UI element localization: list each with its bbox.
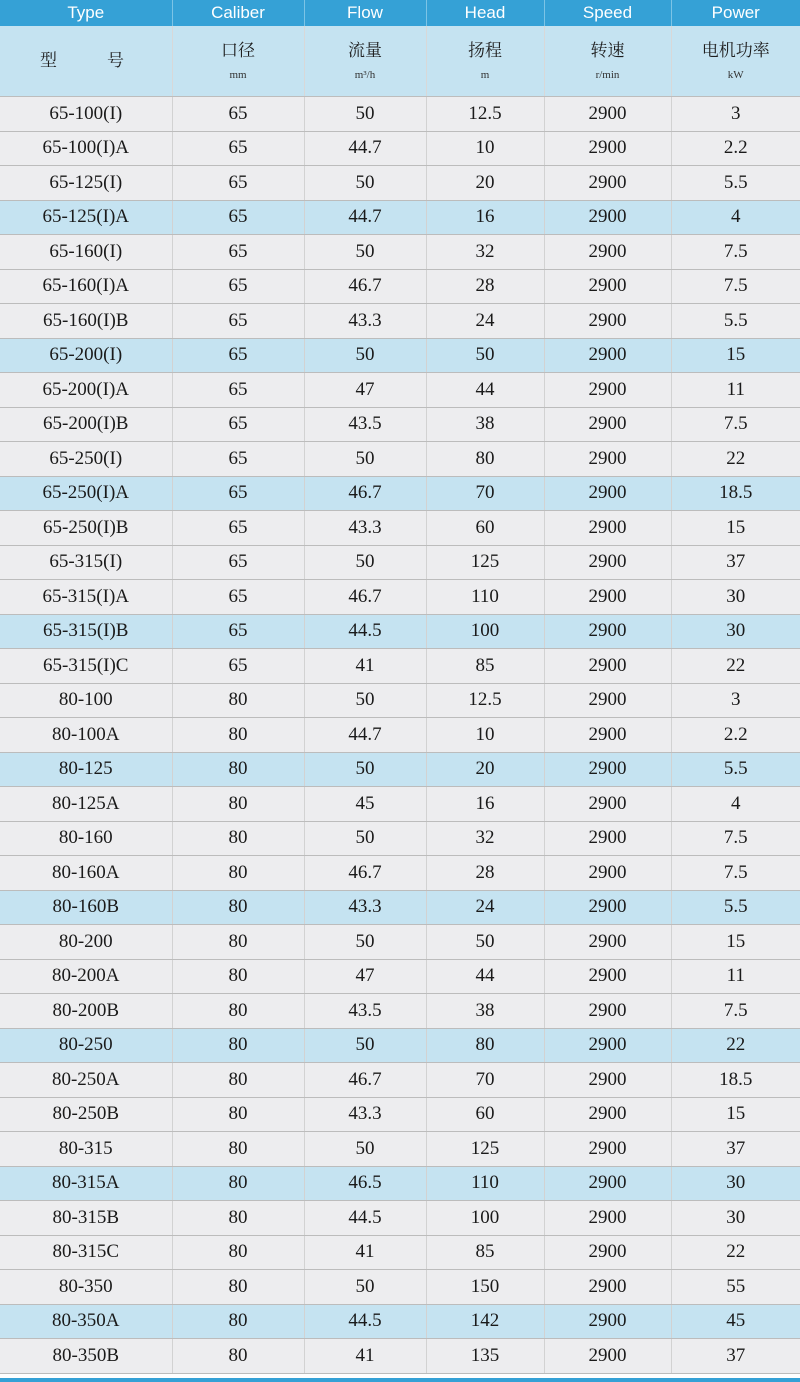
cell-type: 80-160A	[0, 856, 172, 891]
header-caliber-cn-cell	[172, 26, 304, 97]
table-row	[0, 338, 800, 373]
cell-flow: 44.5	[304, 1201, 426, 1236]
cell-head: 142	[426, 1304, 544, 1339]
table-row	[0, 1201, 800, 1236]
cell-power: 11	[671, 373, 800, 408]
cell-caliber: 80	[172, 1132, 304, 1167]
table-row	[0, 787, 800, 822]
cell-caliber: 80	[172, 1270, 304, 1305]
cell-caliber: 80	[172, 1028, 304, 1063]
cell-caliber: 65	[172, 442, 304, 477]
table-row	[0, 1270, 800, 1305]
cell-speed: 2900	[544, 373, 671, 408]
cell-type: 80-100A	[0, 718, 172, 753]
header-type-cn-cell	[0, 26, 172, 97]
table-row	[0, 131, 800, 166]
cell-power: 2.2	[671, 718, 800, 753]
cell-speed: 2900	[544, 1028, 671, 1063]
cell-speed: 2900	[544, 407, 671, 442]
cell-speed: 2900	[544, 856, 671, 891]
table-row	[0, 269, 800, 304]
cell-flow: 43.3	[304, 890, 426, 925]
cell-caliber: 65	[172, 131, 304, 166]
cell-caliber: 80	[172, 1339, 304, 1374]
cell-power: 7.5	[671, 235, 800, 270]
cell-caliber: 80	[172, 925, 304, 960]
cell-type: 65-200(I)A	[0, 373, 172, 408]
table-row	[0, 97, 800, 132]
cell-type: 65-315(I)C	[0, 649, 172, 684]
cell-type: 80-160	[0, 821, 172, 856]
cell-caliber: 80	[172, 683, 304, 718]
cell-flow: 41	[304, 1235, 426, 1270]
cell-flow: 50	[304, 683, 426, 718]
cell-speed: 2900	[544, 131, 671, 166]
cell-head: 60	[426, 511, 544, 546]
cell-head: 100	[426, 1201, 544, 1236]
cell-flow: 44.5	[304, 614, 426, 649]
cell-speed: 2900	[544, 511, 671, 546]
cell-caliber: 80	[172, 718, 304, 753]
cell-type: 80-200A	[0, 959, 172, 994]
header-caliber-en: Caliber	[172, 0, 304, 26]
table-row	[0, 200, 800, 235]
cell-caliber: 80	[172, 1304, 304, 1339]
cell-flow: 50	[304, 925, 426, 960]
english-header-row	[0, 0, 800, 26]
cell-power: 37	[671, 1339, 800, 1374]
cell-type: 80-200	[0, 925, 172, 960]
cell-power: 11	[671, 959, 800, 994]
table-header	[0, 0, 800, 97]
cell-head: 28	[426, 856, 544, 891]
cell-flow: 50	[304, 97, 426, 132]
cell-flow: 43.3	[304, 304, 426, 339]
cell-head: 10	[426, 131, 544, 166]
cell-flow: 46.7	[304, 269, 426, 304]
cell-flow: 47	[304, 373, 426, 408]
cell-caliber: 80	[172, 994, 304, 1029]
cell-caliber: 65	[172, 511, 304, 546]
cell-power: 3	[671, 683, 800, 718]
cell-flow: 50	[304, 545, 426, 580]
cell-head: 38	[426, 994, 544, 1029]
cell-head: 110	[426, 580, 544, 615]
cell-head: 85	[426, 649, 544, 684]
table-row	[0, 1097, 800, 1132]
cell-caliber: 80	[172, 959, 304, 994]
table-row	[0, 407, 800, 442]
cell-type: 65-100(I)A	[0, 131, 172, 166]
cell-flow: 47	[304, 959, 426, 994]
cell-flow: 50	[304, 1270, 426, 1305]
table-row	[0, 373, 800, 408]
cell-caliber: 65	[172, 545, 304, 580]
cell-caliber: 80	[172, 1235, 304, 1270]
cell-flow: 50	[304, 1132, 426, 1167]
cell-caliber: 80	[172, 856, 304, 891]
cell-speed: 2900	[544, 890, 671, 925]
header-caliber-cn: 口径	[221, 41, 255, 61]
cell-speed: 2900	[544, 304, 671, 339]
cell-flow: 41	[304, 649, 426, 684]
cell-type: 65-315(I)	[0, 545, 172, 580]
cell-flow: 46.7	[304, 856, 426, 891]
cell-speed: 2900	[544, 614, 671, 649]
table-row	[0, 925, 800, 960]
cell-flow: 44.7	[304, 200, 426, 235]
cell-power: 7.5	[671, 856, 800, 891]
header-power-cn: 电机功率	[701, 41, 770, 61]
cell-caliber: 65	[172, 166, 304, 201]
cell-head: 44	[426, 373, 544, 408]
table-body	[0, 97, 800, 1374]
cell-type: 65-160(I)B	[0, 304, 172, 339]
table-row	[0, 1235, 800, 1270]
cell-type: 65-100(I)	[0, 97, 172, 132]
cell-power: 7.5	[671, 269, 800, 304]
cell-power: 15	[671, 338, 800, 373]
cell-type: 65-125(I)	[0, 166, 172, 201]
cell-caliber: 80	[172, 1166, 304, 1201]
cell-head: 44	[426, 959, 544, 994]
cell-caliber: 65	[172, 614, 304, 649]
cell-power: 5.5	[671, 890, 800, 925]
cell-power: 22	[671, 442, 800, 477]
cell-flow: 43.5	[304, 994, 426, 1029]
cell-head: 70	[426, 476, 544, 511]
header-power-cn-cell	[671, 26, 800, 97]
cell-head: 12.5	[426, 683, 544, 718]
cell-power: 55	[671, 1270, 800, 1305]
table-row	[0, 166, 800, 201]
cell-speed: 2900	[544, 821, 671, 856]
header-type-cn-char-2: 号	[107, 51, 124, 71]
cell-caliber: 65	[172, 649, 304, 684]
cell-type: 65-200(I)B	[0, 407, 172, 442]
cell-power: 4	[671, 787, 800, 822]
cell-caliber: 65	[172, 97, 304, 132]
header-speed-unit: r/min	[595, 69, 620, 81]
table-row	[0, 994, 800, 1029]
header-flow-cn: 流量	[348, 41, 382, 61]
header-head-en: Head	[426, 0, 544, 26]
cell-power: 3	[671, 97, 800, 132]
table-row	[0, 442, 800, 477]
cell-head: 135	[426, 1339, 544, 1374]
cell-head: 50	[426, 338, 544, 373]
cell-caliber: 65	[172, 269, 304, 304]
cell-power: 15	[671, 511, 800, 546]
cell-head: 110	[426, 1166, 544, 1201]
cell-head: 24	[426, 890, 544, 925]
cell-power: 5.5	[671, 304, 800, 339]
cell-flow: 46.7	[304, 580, 426, 615]
cell-type: 80-315	[0, 1132, 172, 1167]
cell-caliber: 65	[172, 200, 304, 235]
cell-speed: 2900	[544, 1235, 671, 1270]
table-row	[0, 1063, 800, 1098]
cell-type: 80-350A	[0, 1304, 172, 1339]
cell-power: 18.5	[671, 476, 800, 511]
table-row	[0, 752, 800, 787]
cell-power: 5.5	[671, 166, 800, 201]
cell-flow: 50	[304, 752, 426, 787]
cell-head: 150	[426, 1270, 544, 1305]
header-type-cn-char-1: 型	[40, 51, 57, 71]
cell-type: 80-315B	[0, 1201, 172, 1236]
cell-type: 80-125	[0, 752, 172, 787]
cell-type: 65-160(I)	[0, 235, 172, 270]
cell-power: 22	[671, 649, 800, 684]
cell-speed: 2900	[544, 269, 671, 304]
cell-head: 60	[426, 1097, 544, 1132]
header-power-unit: kW	[727, 69, 744, 81]
cell-flow: 44.7	[304, 131, 426, 166]
table-row	[0, 856, 800, 891]
cell-head: 20	[426, 752, 544, 787]
cell-speed: 2900	[544, 1097, 671, 1132]
cell-power: 7.5	[671, 821, 800, 856]
cell-caliber: 80	[172, 1063, 304, 1098]
cell-type: 80-250B	[0, 1097, 172, 1132]
cell-caliber: 65	[172, 235, 304, 270]
cell-flow: 50	[304, 821, 426, 856]
cell-flow: 50	[304, 235, 426, 270]
cell-type: 80-250	[0, 1028, 172, 1063]
cell-speed: 2900	[544, 959, 671, 994]
cell-head: 80	[426, 442, 544, 477]
header-type-cn	[0, 50, 172, 72]
cell-speed: 2900	[544, 1339, 671, 1374]
cell-type: 80-350B	[0, 1339, 172, 1374]
table-row	[0, 1339, 800, 1374]
cell-type: 65-250(I)B	[0, 511, 172, 546]
cell-type: 80-160B	[0, 890, 172, 925]
cell-type: 80-315A	[0, 1166, 172, 1201]
cell-flow: 44.5	[304, 1304, 426, 1339]
cell-flow: 50	[304, 338, 426, 373]
table-row	[0, 580, 800, 615]
table-row	[0, 683, 800, 718]
cell-caliber: 65	[172, 407, 304, 442]
table-row	[0, 718, 800, 753]
cell-type: 65-315(I)B	[0, 614, 172, 649]
header-flow-unit: m³/h	[354, 69, 376, 81]
cell-power: 18.5	[671, 1063, 800, 1098]
table-row	[0, 1132, 800, 1167]
cell-flow: 46.7	[304, 476, 426, 511]
cell-speed: 2900	[544, 1132, 671, 1167]
cell-flow: 44.7	[304, 718, 426, 753]
cell-speed: 2900	[544, 166, 671, 201]
cell-head: 16	[426, 200, 544, 235]
table-row	[0, 511, 800, 546]
header-head-cn-cell	[426, 26, 544, 97]
cell-head: 12.5	[426, 97, 544, 132]
header-flow-cn-cell	[304, 26, 426, 97]
cell-head: 125	[426, 1132, 544, 1167]
cell-type: 80-200B	[0, 994, 172, 1029]
cell-type: 80-250A	[0, 1063, 172, 1098]
cell-power: 15	[671, 1097, 800, 1132]
cell-speed: 2900	[544, 1304, 671, 1339]
cell-speed: 2900	[544, 925, 671, 960]
cell-flow: 46.5	[304, 1166, 426, 1201]
header-head-unit: m	[480, 69, 490, 81]
cell-type: 65-125(I)A	[0, 200, 172, 235]
cell-head: 50	[426, 925, 544, 960]
table-row	[0, 304, 800, 339]
cell-speed: 2900	[544, 545, 671, 580]
cell-power: 30	[671, 580, 800, 615]
cell-type: 65-200(I)	[0, 338, 172, 373]
cell-speed: 2900	[544, 1201, 671, 1236]
cell-type: 65-160(I)A	[0, 269, 172, 304]
cell-caliber: 65	[172, 304, 304, 339]
cell-power: 7.5	[671, 994, 800, 1029]
cell-power: 7.5	[671, 407, 800, 442]
cell-power: 45	[671, 1304, 800, 1339]
cell-type: 80-315C	[0, 1235, 172, 1270]
cell-speed: 2900	[544, 683, 671, 718]
cell-power: 22	[671, 1028, 800, 1063]
table-row	[0, 890, 800, 925]
table-row	[0, 1166, 800, 1201]
cell-head: 70	[426, 1063, 544, 1098]
cell-speed: 2900	[544, 200, 671, 235]
header-speed-cn: 转速	[590, 41, 625, 61]
cell-power: 4	[671, 200, 800, 235]
table-row	[0, 1028, 800, 1063]
header-speed-en: Speed	[544, 0, 671, 26]
cell-flow: 41	[304, 1339, 426, 1374]
cell-power: 30	[671, 614, 800, 649]
cell-power: 15	[671, 925, 800, 960]
cell-type: 80-100	[0, 683, 172, 718]
cell-head: 32	[426, 235, 544, 270]
cell-caliber: 65	[172, 580, 304, 615]
table-row	[0, 545, 800, 580]
cell-speed: 2900	[544, 649, 671, 684]
cell-speed: 2900	[544, 338, 671, 373]
cell-flow: 43.5	[304, 407, 426, 442]
cell-speed: 2900	[544, 752, 671, 787]
table-row	[0, 614, 800, 649]
cell-caliber: 80	[172, 1201, 304, 1236]
cell-power: 37	[671, 545, 800, 580]
header-caliber-unit: mm	[229, 69, 247, 81]
cell-caliber: 80	[172, 890, 304, 925]
header-head-cn: 扬程	[468, 41, 502, 61]
cell-speed: 2900	[544, 235, 671, 270]
cell-power: 30	[671, 1201, 800, 1236]
cell-speed: 2900	[544, 787, 671, 822]
cell-caliber: 80	[172, 821, 304, 856]
cell-power: 5.5	[671, 752, 800, 787]
cell-head: 20	[426, 166, 544, 201]
bottom-accent-bar	[0, 1378, 800, 1382]
table-row	[0, 821, 800, 856]
cell-head: 32	[426, 821, 544, 856]
cell-speed: 2900	[544, 580, 671, 615]
table-row	[0, 1304, 800, 1339]
header-power-en: Power	[671, 0, 800, 26]
table-row	[0, 959, 800, 994]
cell-speed: 2900	[544, 994, 671, 1029]
cell-speed: 2900	[544, 1270, 671, 1305]
cell-flow: 50	[304, 1028, 426, 1063]
cell-speed: 2900	[544, 1166, 671, 1201]
cell-caliber: 80	[172, 1097, 304, 1132]
cell-caliber: 65	[172, 476, 304, 511]
cell-head: 10	[426, 718, 544, 753]
cell-caliber: 80	[172, 787, 304, 822]
cell-flow: 46.7	[304, 1063, 426, 1098]
cell-power: 22	[671, 1235, 800, 1270]
cell-flow: 43.3	[304, 1097, 426, 1132]
cell-head: 24	[426, 304, 544, 339]
table-row	[0, 476, 800, 511]
cell-speed: 2900	[544, 476, 671, 511]
cell-head: 16	[426, 787, 544, 822]
cell-type: 80-125A	[0, 787, 172, 822]
table-row	[0, 649, 800, 684]
cell-head: 28	[426, 269, 544, 304]
cell-speed: 2900	[544, 718, 671, 753]
cell-head: 85	[426, 1235, 544, 1270]
cell-power: 2.2	[671, 131, 800, 166]
cell-flow: 43.3	[304, 511, 426, 546]
cell-type: 65-250(I)A	[0, 476, 172, 511]
cell-head: 100	[426, 614, 544, 649]
cell-flow: 50	[304, 442, 426, 477]
cell-speed: 2900	[544, 97, 671, 132]
cell-type: 65-315(I)A	[0, 580, 172, 615]
cell-head: 80	[426, 1028, 544, 1063]
cell-power: 37	[671, 1132, 800, 1167]
header-type-en: Type	[0, 0, 172, 26]
cell-caliber: 80	[172, 752, 304, 787]
cell-caliber: 65	[172, 338, 304, 373]
table-row	[0, 235, 800, 270]
cell-flow: 50	[304, 166, 426, 201]
header-speed-cn-cell	[544, 26, 671, 97]
cell-flow: 45	[304, 787, 426, 822]
cell-speed: 2900	[544, 1063, 671, 1098]
cell-head: 125	[426, 545, 544, 580]
cell-type: 80-350	[0, 1270, 172, 1305]
cell-speed: 2900	[544, 442, 671, 477]
header-flow-en: Flow	[304, 0, 426, 26]
cell-type: 65-250(I)	[0, 442, 172, 477]
chinese-header-row	[0, 26, 800, 97]
cell-head: 38	[426, 407, 544, 442]
cell-caliber: 65	[172, 373, 304, 408]
cell-power: 30	[671, 1166, 800, 1201]
